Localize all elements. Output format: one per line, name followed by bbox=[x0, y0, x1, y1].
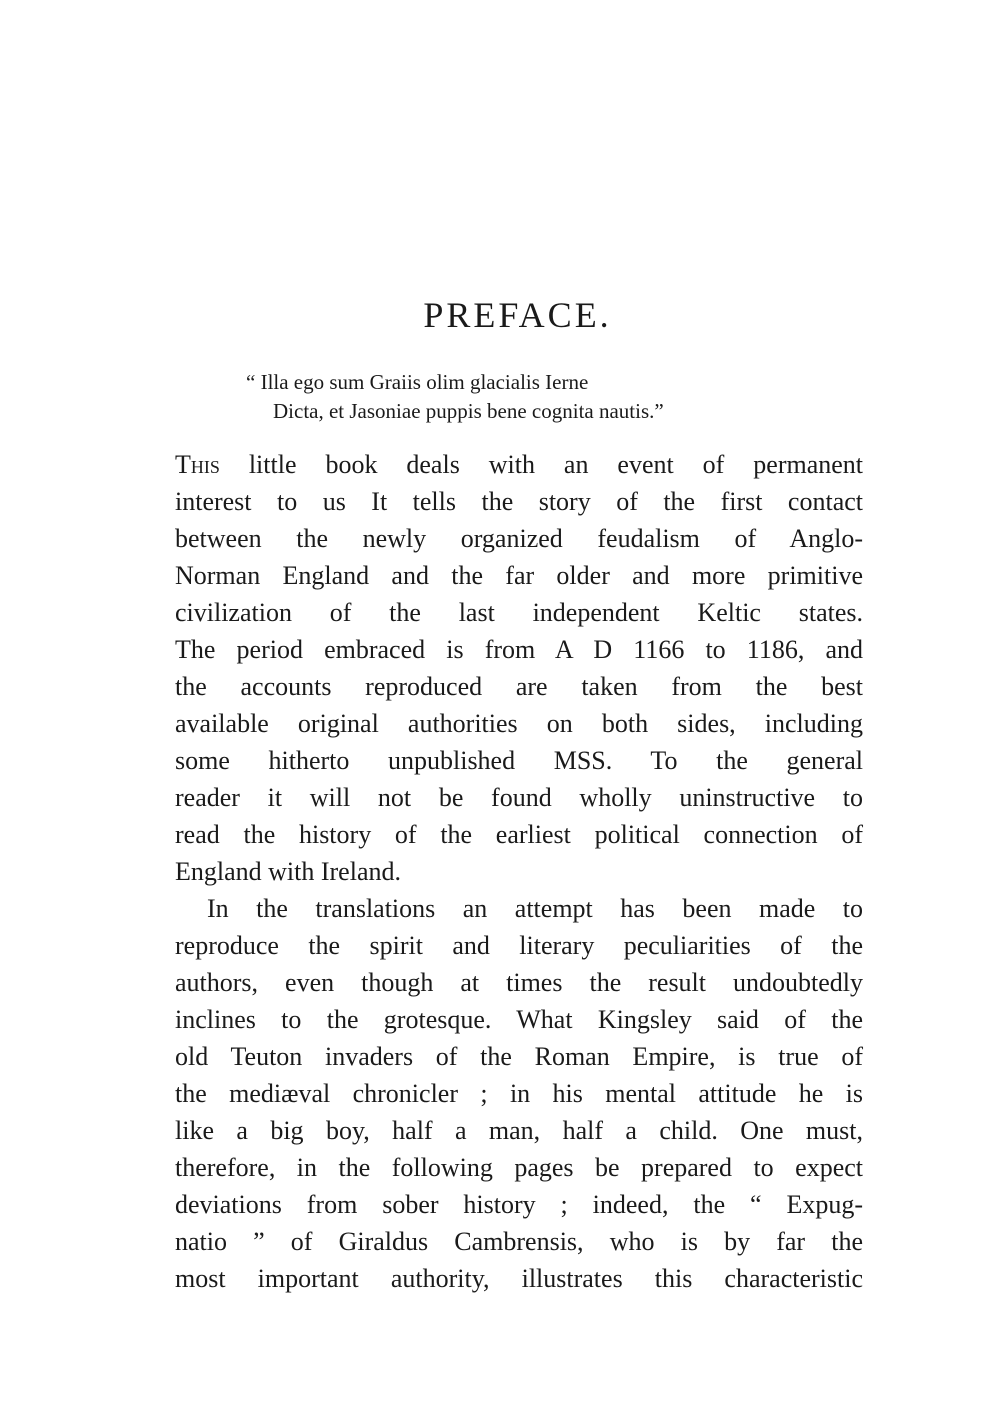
text-line: inclines to the grotesque. What Kingsley said of the bbox=[175, 1005, 863, 1034]
text-line: The period embraced is from A D 1166 to 1186, and bbox=[175, 635, 863, 664]
text-line: civilization of the last independent Keltic states. bbox=[175, 598, 863, 627]
text-line: authors, even though at times the result undoubtedly bbox=[175, 968, 863, 997]
epigraph-line: Dicta, et Jasoniae puppis bene cognita nautis.” bbox=[273, 399, 664, 423]
text-line: reader it will not be found wholly uninstructive to bbox=[175, 783, 863, 812]
text-line: read the history of the earliest political connection of bbox=[175, 820, 863, 849]
epigraph-line: “ Illa ego sum Graiis olim glacialis Ierne bbox=[246, 370, 589, 394]
text-line: the accounts reproduced are taken from the best bbox=[175, 672, 863, 701]
text-line: Norman England and the far older and more primitive bbox=[175, 561, 863, 590]
text-line: therefore, in the following pages be prepared to expect bbox=[175, 1153, 863, 1182]
text-line: England with Ireland. bbox=[175, 857, 401, 886]
preface-body bbox=[175, 446, 863, 1297]
paragraph bbox=[175, 446, 863, 890]
text-line: old Teuton invaders of the Roman Empire, is true of bbox=[175, 1042, 863, 1071]
page-title: PREFACE. bbox=[423, 295, 612, 335]
text-line: available original authorities on both sides, including bbox=[175, 709, 863, 738]
text-line: like a big boy, half a man, half a child. One must, bbox=[175, 1116, 863, 1145]
text-line: This little book deals with an event of permanent bbox=[175, 450, 863, 479]
text-line: In the translations an attempt has been made to bbox=[207, 894, 863, 923]
lead-word: This bbox=[175, 450, 220, 479]
text-line: interest to us It tells the story of the first contact bbox=[175, 487, 863, 516]
epigraph bbox=[246, 368, 806, 426]
text-line: the mediæval chronicler ; in his mental attitude he is bbox=[175, 1079, 863, 1108]
text-line: deviations from sober history ; indeed, the “ Expug- bbox=[175, 1190, 863, 1219]
text-line: natio ” of Giraldus Cambrensis, who is by far the bbox=[175, 1227, 863, 1256]
text-line: some hitherto unpublished MSS. To the general bbox=[175, 746, 863, 775]
text-line: between the newly organized feudalism of Anglo- bbox=[175, 524, 863, 553]
text-line: most important authority, illustrates this characteristic bbox=[175, 1264, 863, 1293]
text-line: reproduce the spirit and literary peculiarities of the bbox=[175, 931, 863, 960]
paragraph bbox=[175, 890, 863, 1297]
